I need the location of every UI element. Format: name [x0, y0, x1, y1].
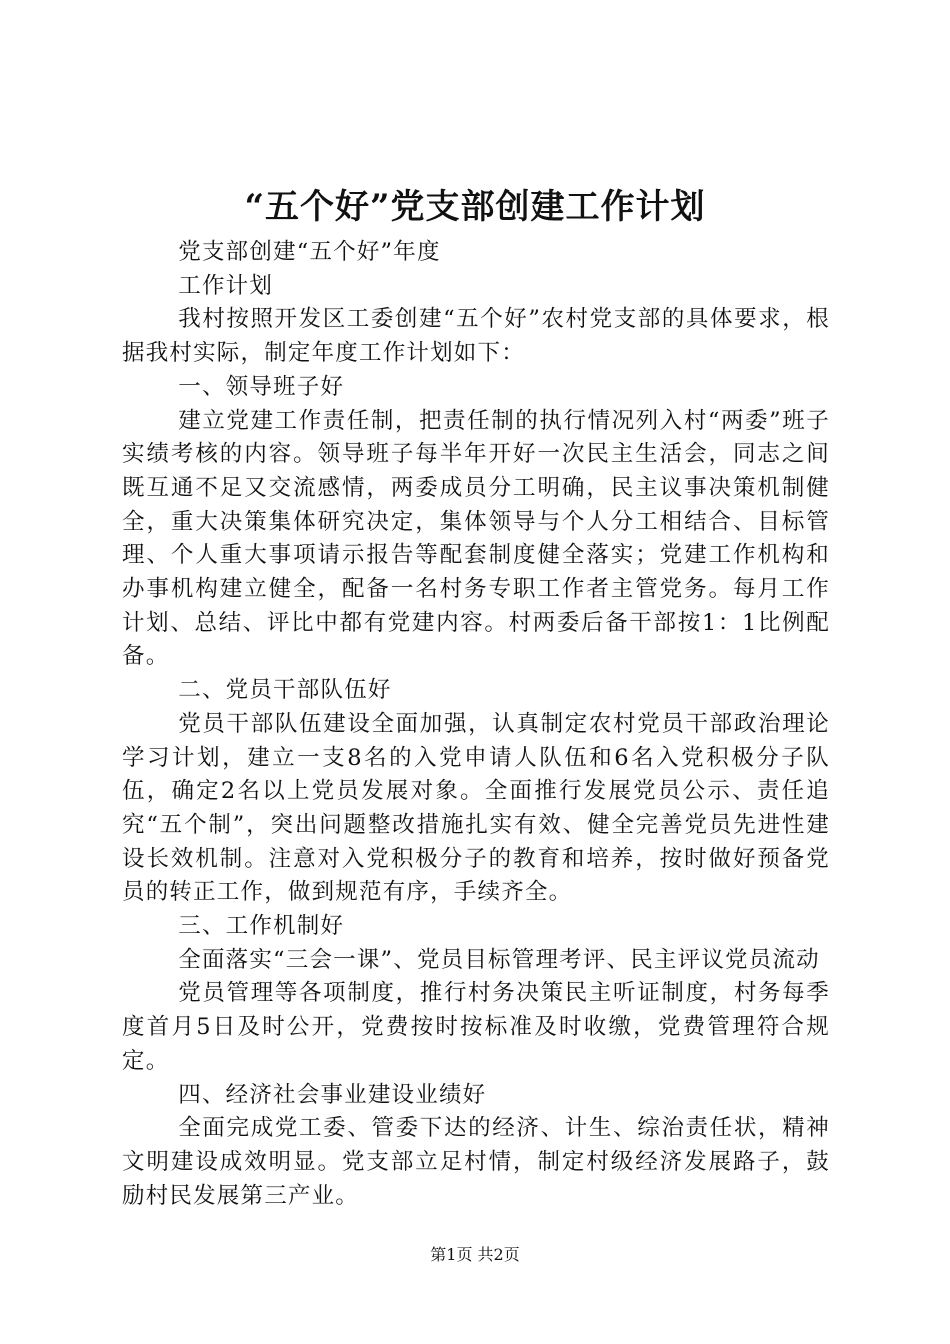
paragraph: 党支部创建“五个好”年度	[178, 239, 441, 265]
paragraph: 工作计划	[178, 272, 274, 299]
document-body	[122, 236, 830, 1213]
paragraph: 党员管理等各项制度，推行村务决策民主听证制度，村务每季度首月5日及时公开，党费按时按标准及时收缴，党费管理符合规定。	[122, 980, 830, 1074]
section-heading: 四、经济社会事业建设业绩好	[178, 1081, 487, 1108]
paragraph: 全面落实“三会一课”、党员目标管理考评、民主评议党员流动	[178, 946, 820, 973]
section-heading: 三、工作机制好	[178, 913, 345, 940]
section-heading: 一、领导班子好	[178, 373, 345, 400]
paragraph: 建立党建工作责任制，把责任制的执行情况列入村“两委”班子实绩考核的内容。领导班子每半年开好一次民主生活会，同志之间既互通不足又交流感情，两委成员分工明确，民主议事决策机制健全，重大决策集体研究决定，集体领导与个人分工相结合、目标管理、个人重大事项请示报告等配套制度健全落实；党建工作机构和办事机构建立健全，配备一名村务专职工作者主管党务。每月工作计划、总结、评比中都有党建内容。村两委后备干部按1：1比例配备。	[122, 407, 830, 670]
paragraph: 党员干部队伍建设全面加强，认真制定农村党员干部政治理论学习计划，建立一支8名的入党申请人队伍和6名入党积极分子队伍，确定2名以上党员发展对象。全面推行发展党员公示、责任追究“五个制”，突出问题整改措施扎实有效、健全完善党员先进性建设长效机制。注意对入党积极分子的教育和培养，按时做好预备党员的转正工作，做到规范有序，手续齐全。	[122, 710, 830, 906]
paragraph: 我村按照开发区工委创建“五个好”农村党支部的具体要求，根据我村实际，制定年度工作计划如下：	[122, 306, 830, 367]
page-footer: 第1页 共2页	[430, 1245, 520, 1264]
document-title: “五个好”党支部创建工作计划	[244, 187, 706, 227]
paragraph: 全面完成党工委、管委下达的经济、计生、综治责任状，精神文明建设成效明显。党支部立足村情，制定村级经济发展路子，鼓励村民发展第三产业。	[122, 1115, 830, 1209]
section-heading: 二、党员干部队伍好	[178, 677, 392, 704]
